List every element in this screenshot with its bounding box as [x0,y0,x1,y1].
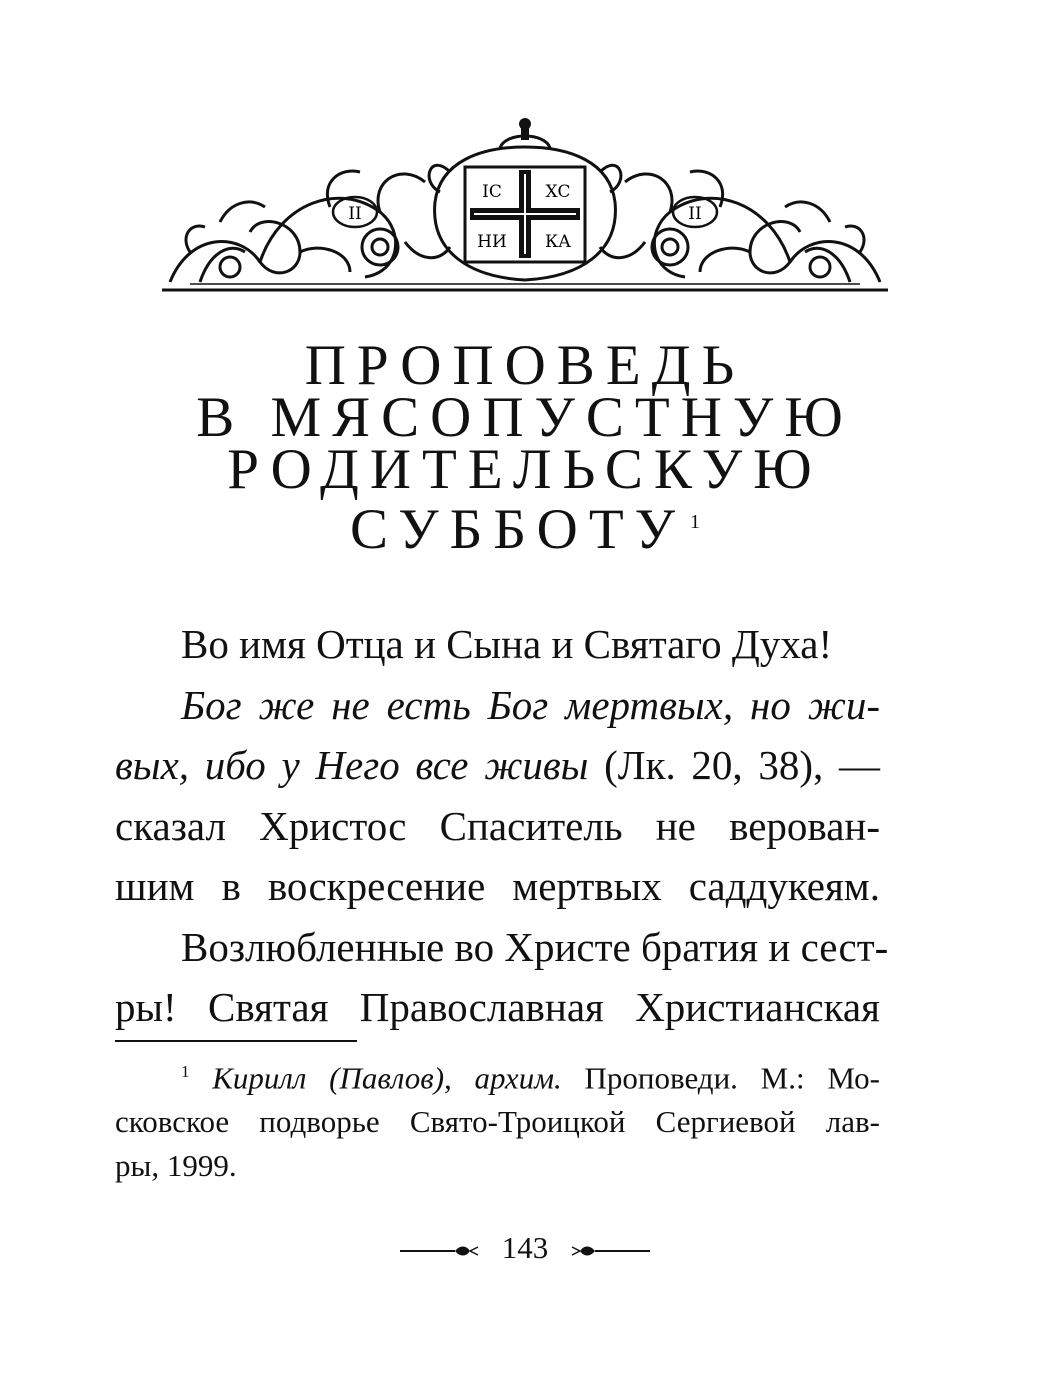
footnote-author: Кирилл (Павлов), архим. [212,1060,562,1096]
medallion-left-text: ІІ [348,204,362,224]
ornamental-headpiece [150,112,900,302]
body-text [115,614,889,1038]
body-line-1: Во имя Отца и Сына и Святаго Духа! [181,621,833,667]
body-line-6: Возлюбленные во Христе братия и сест- [181,923,889,970]
body-line-3 [115,735,880,796]
title-line-2: В МЯСОПУСТНУЮ [196,386,854,449]
footnote [115,1050,880,1188]
monogram-bottom-left: НИ [477,232,507,252]
title-line-4 [0,496,1050,561]
footnote-rule [115,1040,357,1042]
title-line-3: РОДИТЕЛЬСКУЮ [227,438,823,501]
scripture-reference: (Лк. 20, 38), — [588,742,880,788]
body-line-4: сказал Христос Спаситель не верован- [115,802,880,849]
title-line-4-text: СУББОТУ [349,498,687,561]
folio-right-ornament [570,1244,650,1258]
folio-left-ornament [400,1244,480,1258]
title-line-1: ПРОПОВЕДЬ [304,334,746,397]
monogram-top-left: ІС [482,182,502,202]
body-line-5: шим в воскресение мертвых саддукеям. [115,863,880,909]
page-number: 143 [501,1230,549,1265]
page-folio [0,1228,1050,1268]
monogram-bottom-right: КА [544,232,572,252]
body-line-2 [115,675,880,736]
title-footnote-mark: 1 [690,511,701,533]
monogram-top-right: ХС [545,182,571,202]
footnote-line-1 [115,1050,880,1100]
body-line-7: ры! Святая Православная Христианская [115,984,880,1030]
footnote-line-3: ры, 1999. [115,1148,237,1184]
footnote-line-2: сковское подворье Свято-Троицкой Сергиевой лав- [115,1104,880,1140]
footnote-mark: 1 [181,1062,190,1081]
scripture-quote-part-1: Бог же не есть Бог мертвых, но жи- [181,681,880,728]
footnote-line-1-rest: Проповеди. М.: Мо- [561,1060,881,1096]
scripture-quote-part-2: вых, ибо у Него все живы [115,742,589,788]
medallion-right-text: ІІ [688,204,702,224]
sermon-title [0,334,1050,561]
